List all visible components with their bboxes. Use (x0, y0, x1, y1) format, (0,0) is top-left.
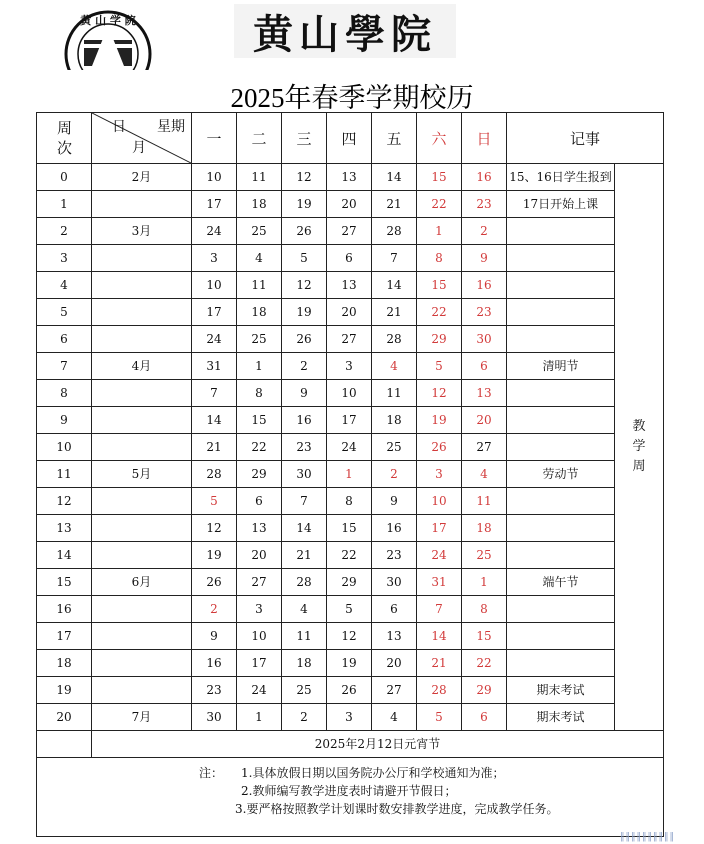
day-cell: 12 (417, 380, 462, 407)
weekday-wed: 三 (282, 113, 327, 164)
day-cell: 2 (282, 704, 327, 731)
week-row (37, 542, 664, 569)
week-row (37, 353, 664, 380)
week-number: 16 (37, 596, 92, 623)
day-cell: 10 (237, 623, 282, 650)
day-cell: 17 (417, 515, 462, 542)
day-cell: 28 (282, 569, 327, 596)
day-cell: 26 (282, 218, 327, 245)
weekday-sun: 日 (462, 113, 507, 164)
day-cell: 18 (237, 191, 282, 218)
day-cell: 2 (372, 461, 417, 488)
month-cell (92, 596, 192, 623)
note-cell: 期末考试 (507, 704, 615, 731)
day-cell: 20 (462, 407, 507, 434)
day-cell: 23 (462, 191, 507, 218)
week-row (37, 299, 664, 326)
week-number: 0 (37, 164, 92, 191)
day-cell: 21 (417, 650, 462, 677)
day-cell: 31 (192, 353, 237, 380)
day-cell: 23 (462, 299, 507, 326)
day-cell: 16 (462, 272, 507, 299)
day-cell: 18 (237, 299, 282, 326)
day-cell: 6 (327, 245, 372, 272)
day-cell: 9 (372, 488, 417, 515)
week-number: 3 (37, 245, 92, 272)
day-cell: 16 (192, 650, 237, 677)
calendar-table (36, 112, 664, 837)
day-cell: 12 (282, 164, 327, 191)
day-cell: 13 (327, 164, 372, 191)
week-number: 20 (37, 704, 92, 731)
day-cell: 18 (372, 407, 417, 434)
note-cell (507, 218, 615, 245)
day-cell: 3 (192, 245, 237, 272)
day-cell: 24 (192, 218, 237, 245)
week-row (37, 488, 664, 515)
month-cell (92, 488, 192, 515)
week-number: 15 (37, 569, 92, 596)
day-cell: 29 (237, 461, 282, 488)
day-cell: 24 (192, 326, 237, 353)
day-cell: 24 (237, 677, 282, 704)
university-logo (52, 10, 164, 68)
day-cell: 8 (237, 380, 282, 407)
month-cell (92, 650, 192, 677)
day-cell: 22 (327, 542, 372, 569)
day-cell: 25 (462, 542, 507, 569)
remarks (37, 758, 664, 837)
month-cell: 4月 (92, 353, 192, 380)
remark-item: 1.具体放假日期以国务院办公厅和学校通知为准； (241, 766, 505, 780)
day-cell: 5 (327, 596, 372, 623)
week-row (37, 245, 664, 272)
day-cell: 24 (327, 434, 372, 461)
day-cell: 2 (192, 596, 237, 623)
day-cell: 19 (417, 407, 462, 434)
weekday-fri: 五 (372, 113, 417, 164)
day-cell: 1 (237, 353, 282, 380)
week-row (37, 434, 664, 461)
day-cell: 14 (372, 164, 417, 191)
day-cell: 15 (327, 515, 372, 542)
week-row (37, 272, 664, 299)
day-cell: 27 (237, 569, 282, 596)
day-cell: 12 (192, 515, 237, 542)
month-label: 月 (132, 140, 146, 156)
day-cell: 4 (372, 353, 417, 380)
note-cell: 清明节 (507, 353, 615, 380)
day-cell: 8 (462, 596, 507, 623)
day-cell: 1 (237, 704, 282, 731)
month-cell (92, 542, 192, 569)
day-cell: 13 (237, 515, 282, 542)
day-cell: 22 (417, 191, 462, 218)
day-cell: 28 (372, 218, 417, 245)
note-cell (507, 623, 615, 650)
day-cell: 14 (282, 515, 327, 542)
week-number: 10 (37, 434, 92, 461)
day-cell: 30 (372, 569, 417, 596)
week-row (37, 164, 664, 191)
day-cell: 25 (237, 218, 282, 245)
day-cell: 7 (372, 245, 417, 272)
day-cell: 7 (417, 596, 462, 623)
day-cell: 16 (372, 515, 417, 542)
note-cell (507, 299, 615, 326)
day-cell: 25 (282, 677, 327, 704)
day-cell: 13 (327, 272, 372, 299)
day-cell: 26 (417, 434, 462, 461)
page-title: 2025年春季学期校历 (230, 83, 474, 113)
day-cell: 13 (372, 623, 417, 650)
month-cell (92, 677, 192, 704)
day-cell: 26 (192, 569, 237, 596)
week-number: 4 (37, 272, 92, 299)
day-cell: 23 (372, 542, 417, 569)
blank-cell (37, 731, 92, 758)
day-cell: 18 (282, 650, 327, 677)
day-cell: 15 (462, 623, 507, 650)
day-cell: 26 (282, 326, 327, 353)
week-row (37, 191, 664, 218)
week-number: 2 (37, 218, 92, 245)
date-weekday-header (92, 113, 192, 164)
remarks-prefix: 注： (199, 766, 224, 780)
day-cell: 18 (462, 515, 507, 542)
day-cell: 19 (282, 191, 327, 218)
week-number: 11 (37, 461, 92, 488)
day-cell: 13 (462, 380, 507, 407)
day-cell: 3 (327, 704, 372, 731)
day-cell: 21 (372, 299, 417, 326)
day-cell: 8 (417, 245, 462, 272)
weekday-sat: 六 (417, 113, 462, 164)
day-cell: 28 (417, 677, 462, 704)
weekday-tue: 二 (237, 113, 282, 164)
week-number: 19 (37, 677, 92, 704)
week-number: 7 (37, 353, 92, 380)
month-cell (92, 380, 192, 407)
note-cell (507, 650, 615, 677)
note-cell: 端午节 (507, 569, 615, 596)
week-row (37, 623, 664, 650)
day-cell: 30 (462, 326, 507, 353)
week-number: 6 (37, 326, 92, 353)
week-number: 12 (37, 488, 92, 515)
day-cell: 15 (417, 272, 462, 299)
day-cell: 20 (327, 191, 372, 218)
day-cell: 28 (372, 326, 417, 353)
month-cell (92, 299, 192, 326)
day-cell: 20 (237, 542, 282, 569)
day-cell: 6 (372, 596, 417, 623)
week-number: 5 (37, 299, 92, 326)
day-cell: 19 (192, 542, 237, 569)
day-cell: 29 (417, 326, 462, 353)
week-number: 13 (37, 515, 92, 542)
day-cell: 19 (327, 650, 372, 677)
day-cell: 17 (327, 407, 372, 434)
week-number: 18 (37, 650, 92, 677)
month-cell (92, 245, 192, 272)
day-cell: 16 (282, 407, 327, 434)
day-cell: 23 (282, 434, 327, 461)
note-cell (507, 326, 615, 353)
day-cell: 1 (462, 569, 507, 596)
date-label: 日 (112, 119, 126, 135)
day-cell: 24 (417, 542, 462, 569)
day-cell: 11 (237, 164, 282, 191)
notes-header: 记事 (507, 113, 664, 164)
week-number: 14 (37, 542, 92, 569)
day-cell: 30 (192, 704, 237, 731)
day-cell: 1 (327, 461, 372, 488)
day-cell: 5 (417, 353, 462, 380)
teaching-weeks-label: 教学周 (615, 164, 664, 731)
note-cell: 劳动节 (507, 461, 615, 488)
day-cell: 21 (372, 191, 417, 218)
note-cell (507, 245, 615, 272)
weekday-mon: 一 (192, 113, 237, 164)
day-cell: 12 (282, 272, 327, 299)
page-mark: ‖‖‖‖‖‖‖‖‖‖ (620, 832, 675, 842)
week-number: 17 (37, 623, 92, 650)
day-cell: 17 (192, 191, 237, 218)
month-cell (92, 407, 192, 434)
day-cell: 27 (372, 677, 417, 704)
week-row (37, 704, 664, 731)
day-cell: 17 (237, 650, 282, 677)
day-cell: 9 (282, 380, 327, 407)
week-number: 9 (37, 407, 92, 434)
day-cell: 2 (462, 218, 507, 245)
day-cell: 4 (372, 704, 417, 731)
week-row (37, 515, 664, 542)
day-cell: 25 (237, 326, 282, 353)
week-row (37, 677, 664, 704)
day-cell: 20 (372, 650, 417, 677)
day-cell: 7 (282, 488, 327, 515)
day-cell: 3 (327, 353, 372, 380)
day-cell: 5 (282, 245, 327, 272)
day-cell: 1 (417, 218, 462, 245)
remark-item: 2.教师编写教学进度表时请避开节假日； (241, 784, 457, 798)
month-cell (92, 191, 192, 218)
day-cell: 9 (462, 245, 507, 272)
month-cell: 5月 (92, 461, 192, 488)
day-cell: 10 (327, 380, 372, 407)
day-cell: 17 (192, 299, 237, 326)
day-cell: 9 (192, 623, 237, 650)
day-cell: 28 (192, 461, 237, 488)
day-cell: 10 (192, 164, 237, 191)
note-cell: 15、16日学生报到 (507, 164, 615, 191)
day-cell: 15 (237, 407, 282, 434)
day-cell: 11 (237, 272, 282, 299)
note-cell (507, 407, 615, 434)
svg-text:黄 山 学 院: 黄 山 学 院 (80, 14, 136, 27)
day-cell: 6 (237, 488, 282, 515)
day-cell: 29 (327, 569, 372, 596)
day-cell: 27 (462, 434, 507, 461)
day-cell: 2 (282, 353, 327, 380)
month-cell (92, 515, 192, 542)
day-cell: 6 (462, 704, 507, 731)
remark-item: 3.要严格按照教学计划课时数安排教学进度，完成教学任务。 (235, 802, 559, 816)
day-cell: 10 (192, 272, 237, 299)
week-row (37, 407, 664, 434)
weekday-label: 星期 (157, 119, 185, 135)
lantern-festival-note: 2025年2月12日元宵节 (92, 731, 664, 758)
month-cell: 7月 (92, 704, 192, 731)
week-row (37, 569, 664, 596)
week-row (37, 380, 664, 407)
day-cell: 6 (462, 353, 507, 380)
day-cell: 22 (417, 299, 462, 326)
note-cell (507, 542, 615, 569)
day-cell: 3 (417, 461, 462, 488)
note-cell: 期末考试 (507, 677, 615, 704)
day-cell: 21 (282, 542, 327, 569)
day-cell: 20 (327, 299, 372, 326)
day-cell: 14 (192, 407, 237, 434)
day-cell: 19 (282, 299, 327, 326)
week-header: 周次 (37, 113, 92, 164)
day-cell: 16 (462, 164, 507, 191)
day-cell: 11 (462, 488, 507, 515)
day-cell: 12 (327, 623, 372, 650)
week-row (37, 461, 664, 488)
note-cell (507, 434, 615, 461)
day-cell: 11 (282, 623, 327, 650)
day-cell: 4 (237, 245, 282, 272)
note-cell (507, 272, 615, 299)
note-cell (507, 596, 615, 623)
week-row (37, 596, 664, 623)
note-cell: 17日开始上课 (507, 191, 615, 218)
month-cell: 2月 (92, 164, 192, 191)
note-cell (507, 380, 615, 407)
day-cell: 15 (417, 164, 462, 191)
day-cell: 25 (372, 434, 417, 461)
day-cell: 27 (327, 218, 372, 245)
week-number: 8 (37, 380, 92, 407)
weekday-thu: 四 (327, 113, 372, 164)
day-cell: 14 (417, 623, 462, 650)
day-cell: 8 (327, 488, 372, 515)
day-cell: 27 (327, 326, 372, 353)
day-cell: 10 (417, 488, 462, 515)
day-cell: 30 (282, 461, 327, 488)
day-cell: 31 (417, 569, 462, 596)
month-cell: 6月 (92, 569, 192, 596)
month-cell (92, 326, 192, 353)
day-cell: 4 (282, 596, 327, 623)
note-cell (507, 488, 615, 515)
day-cell: 5 (417, 704, 462, 731)
brand-calligraphy: 黄山學院 (234, 4, 456, 58)
day-cell: 14 (372, 272, 417, 299)
day-cell: 22 (462, 650, 507, 677)
month-cell (92, 434, 192, 461)
week-number: 1 (37, 191, 92, 218)
day-cell: 23 (192, 677, 237, 704)
week-row (37, 650, 664, 677)
week-row (37, 326, 664, 353)
month-cell (92, 272, 192, 299)
day-cell: 22 (237, 434, 282, 461)
day-cell: 4 (462, 461, 507, 488)
month-cell (92, 623, 192, 650)
day-cell: 26 (327, 677, 372, 704)
day-cell: 3 (237, 596, 282, 623)
day-cell: 7 (192, 380, 237, 407)
day-cell: 5 (192, 488, 237, 515)
note-cell (507, 515, 615, 542)
day-cell: 29 (462, 677, 507, 704)
week-row (37, 218, 664, 245)
day-cell: 21 (192, 434, 237, 461)
month-cell: 3月 (92, 218, 192, 245)
header-row (37, 113, 664, 164)
day-cell: 11 (372, 380, 417, 407)
